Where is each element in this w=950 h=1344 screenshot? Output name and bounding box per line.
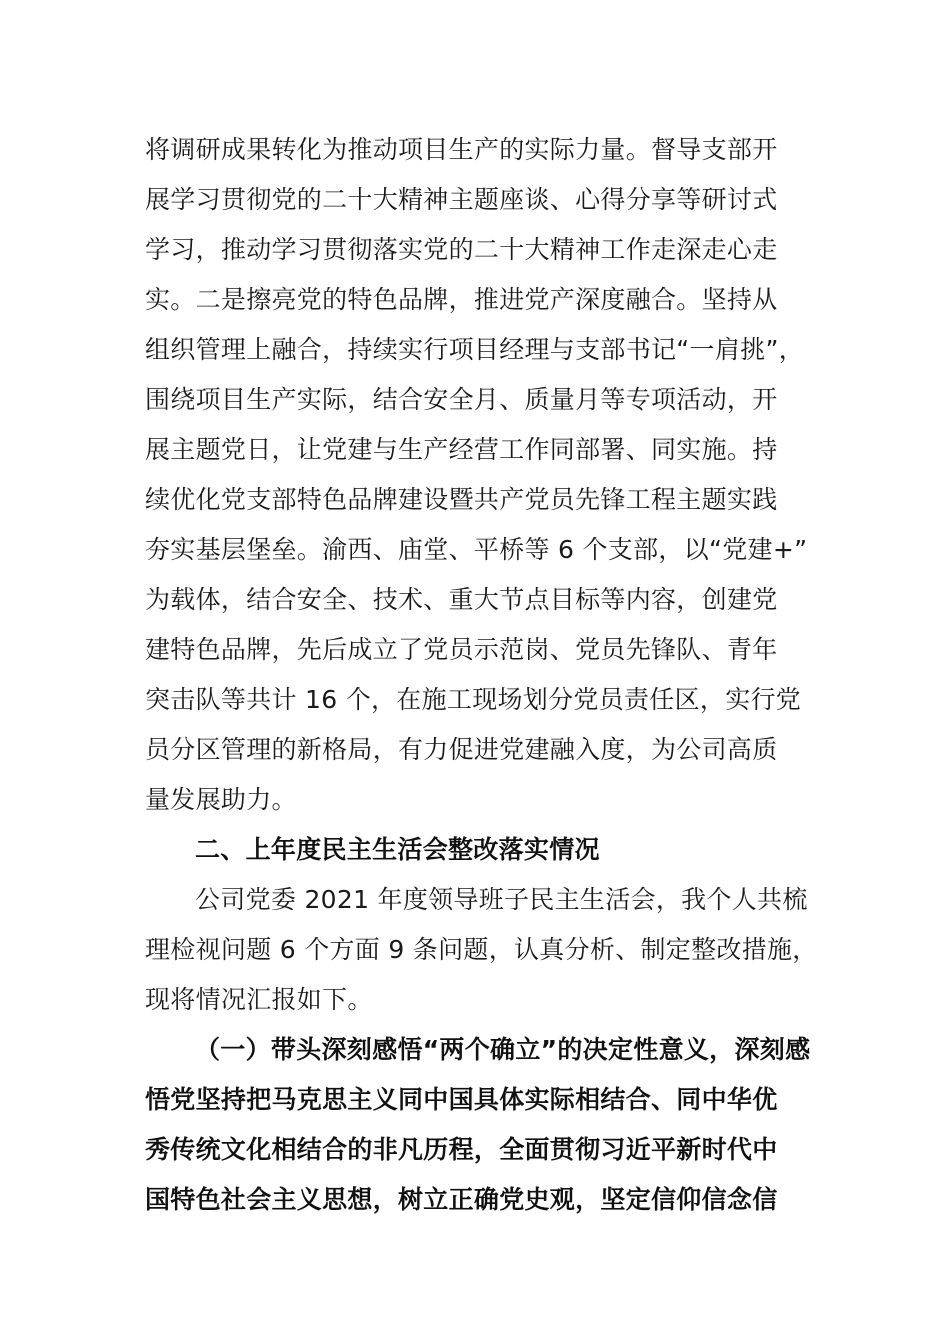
paragraph-line: 将调研成果转化为推动项目生产的实际力量。督导支部开 xyxy=(145,135,778,164)
paragraph-line: 展学习贯彻党的二十大精神主题座谈、心得分享等研讨式 xyxy=(145,185,778,214)
paragraph-line: 续优化党支部特色品牌建设暨共产党员先锋工程主题实践 xyxy=(145,485,778,514)
paragraph-line: 理检视问题 6 个方面 9 条问题，认真分析、制定整改措施， xyxy=(145,935,818,964)
paragraph-line: 员分区管理的新格局，有力促进党建融入度，为公司高质 xyxy=(145,735,778,764)
paragraph-line: 现将情况汇报如下。 xyxy=(145,985,373,1014)
paragraph-line: 突击队等共计 16 个，在施工现场划分党员责任区，实行党 xyxy=(145,685,802,714)
paragraph-line: 学习，推动学习贯彻落实党的二十大精神工作走深走心走 xyxy=(145,235,778,264)
paragraph-line: 夯实基层堡垒。渝西、庙堂、平桥等 6 个支部，以“党建+” xyxy=(145,535,808,564)
paragraph-line: 量发展助力。 xyxy=(145,785,297,814)
paragraph-line: 为载体，结合安全、技术、重大节点目标等内容，创建党 xyxy=(145,585,778,614)
subsection-heading: （一）带头深刻感悟“两个确立”的决定性意义，深刻感 xyxy=(195,1035,811,1064)
paragraph-line: 围绕项目生产实际，结合安全月、质量月等专项活动，开 xyxy=(145,385,778,414)
paragraph-line: 公司党委 2021 年度领导班子民主生活会，我个人共梳 xyxy=(195,885,808,914)
paragraph-line: 展主题党日，让党建与生产经营工作同部署、同实施。持 xyxy=(145,435,778,464)
paragraph-line: 建特色品牌，先后成立了党员示范岗、党员先锋队、青年 xyxy=(145,635,778,664)
paragraph-line: 实。二是擦亮党的特色品牌，推进党产深度融合。坚持从 xyxy=(145,285,778,314)
subsection-heading: 秀传统文化相结合的非凡历程，全面贯彻习近平新时代中 xyxy=(145,1135,778,1164)
subsection-heading: 悟党坚持把马克思主义同中国具体实际相结合、同中华优 xyxy=(145,1085,778,1114)
section-heading: 二、上年度民主生活会整改落实情况 xyxy=(195,835,600,864)
paragraph-line: 组织管理上融合，持续实行项目经理与支部书记“一肩挑”， xyxy=(145,335,805,364)
subsection-heading: 国特色社会主义思想，树立正确党史观，坚定信仰信念信 xyxy=(145,1185,778,1214)
